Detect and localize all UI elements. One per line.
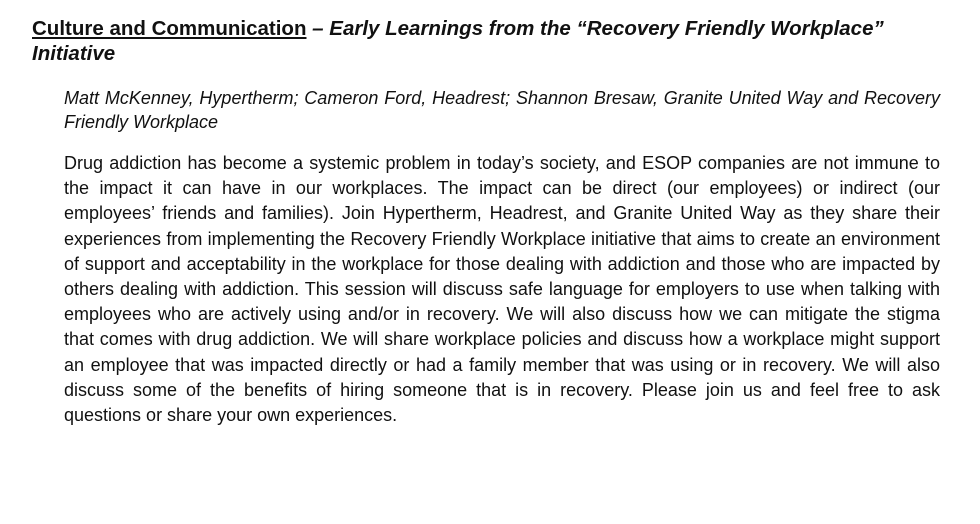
session-description: Drug addiction has become a systemic problem in today’s society, and ESOP companies are not immune to the impact it can have in our workplaces. The impact can be direct (our employees) or indirect (our employees’ friends and families). Join Hypertherm, Headrest, and Granite United Way as they share their experiences from implementing the Recovery Friendly Workplace initiative that aims to create an environment of support and acceptability in the workplace for those dealing with addiction and those who are impacted by others dealing with addiction. This session will discuss safe language for employers to use when talking with employees who are actively using and/or in recovery. We will also discuss how we can mitigate the stigma that comes with drug addiction. We will share workplace policies and discuss how a workplace might support an employee that was impacted directly or had a family member that was using or in recovery. We will also discuss some of the benefits of hiring someone that is in recovery. Please join us and feel free to ask questions or share your own experiences.: [64, 153, 940, 426]
session-title: Early Learnings from the “Recovery Friendly Workplace” Initiative: [32, 17, 884, 65]
speakers-list: Matt McKenney, Hypertherm; Cameron Ford, Headrest; Shannon Bresaw, Granite United Way and Recovery Friendly Workplace: [64, 88, 940, 132]
session-heading: [32, 16, 940, 66]
title-separator: –: [306, 17, 330, 40]
track-name: Culture and Communication: [32, 17, 307, 40]
